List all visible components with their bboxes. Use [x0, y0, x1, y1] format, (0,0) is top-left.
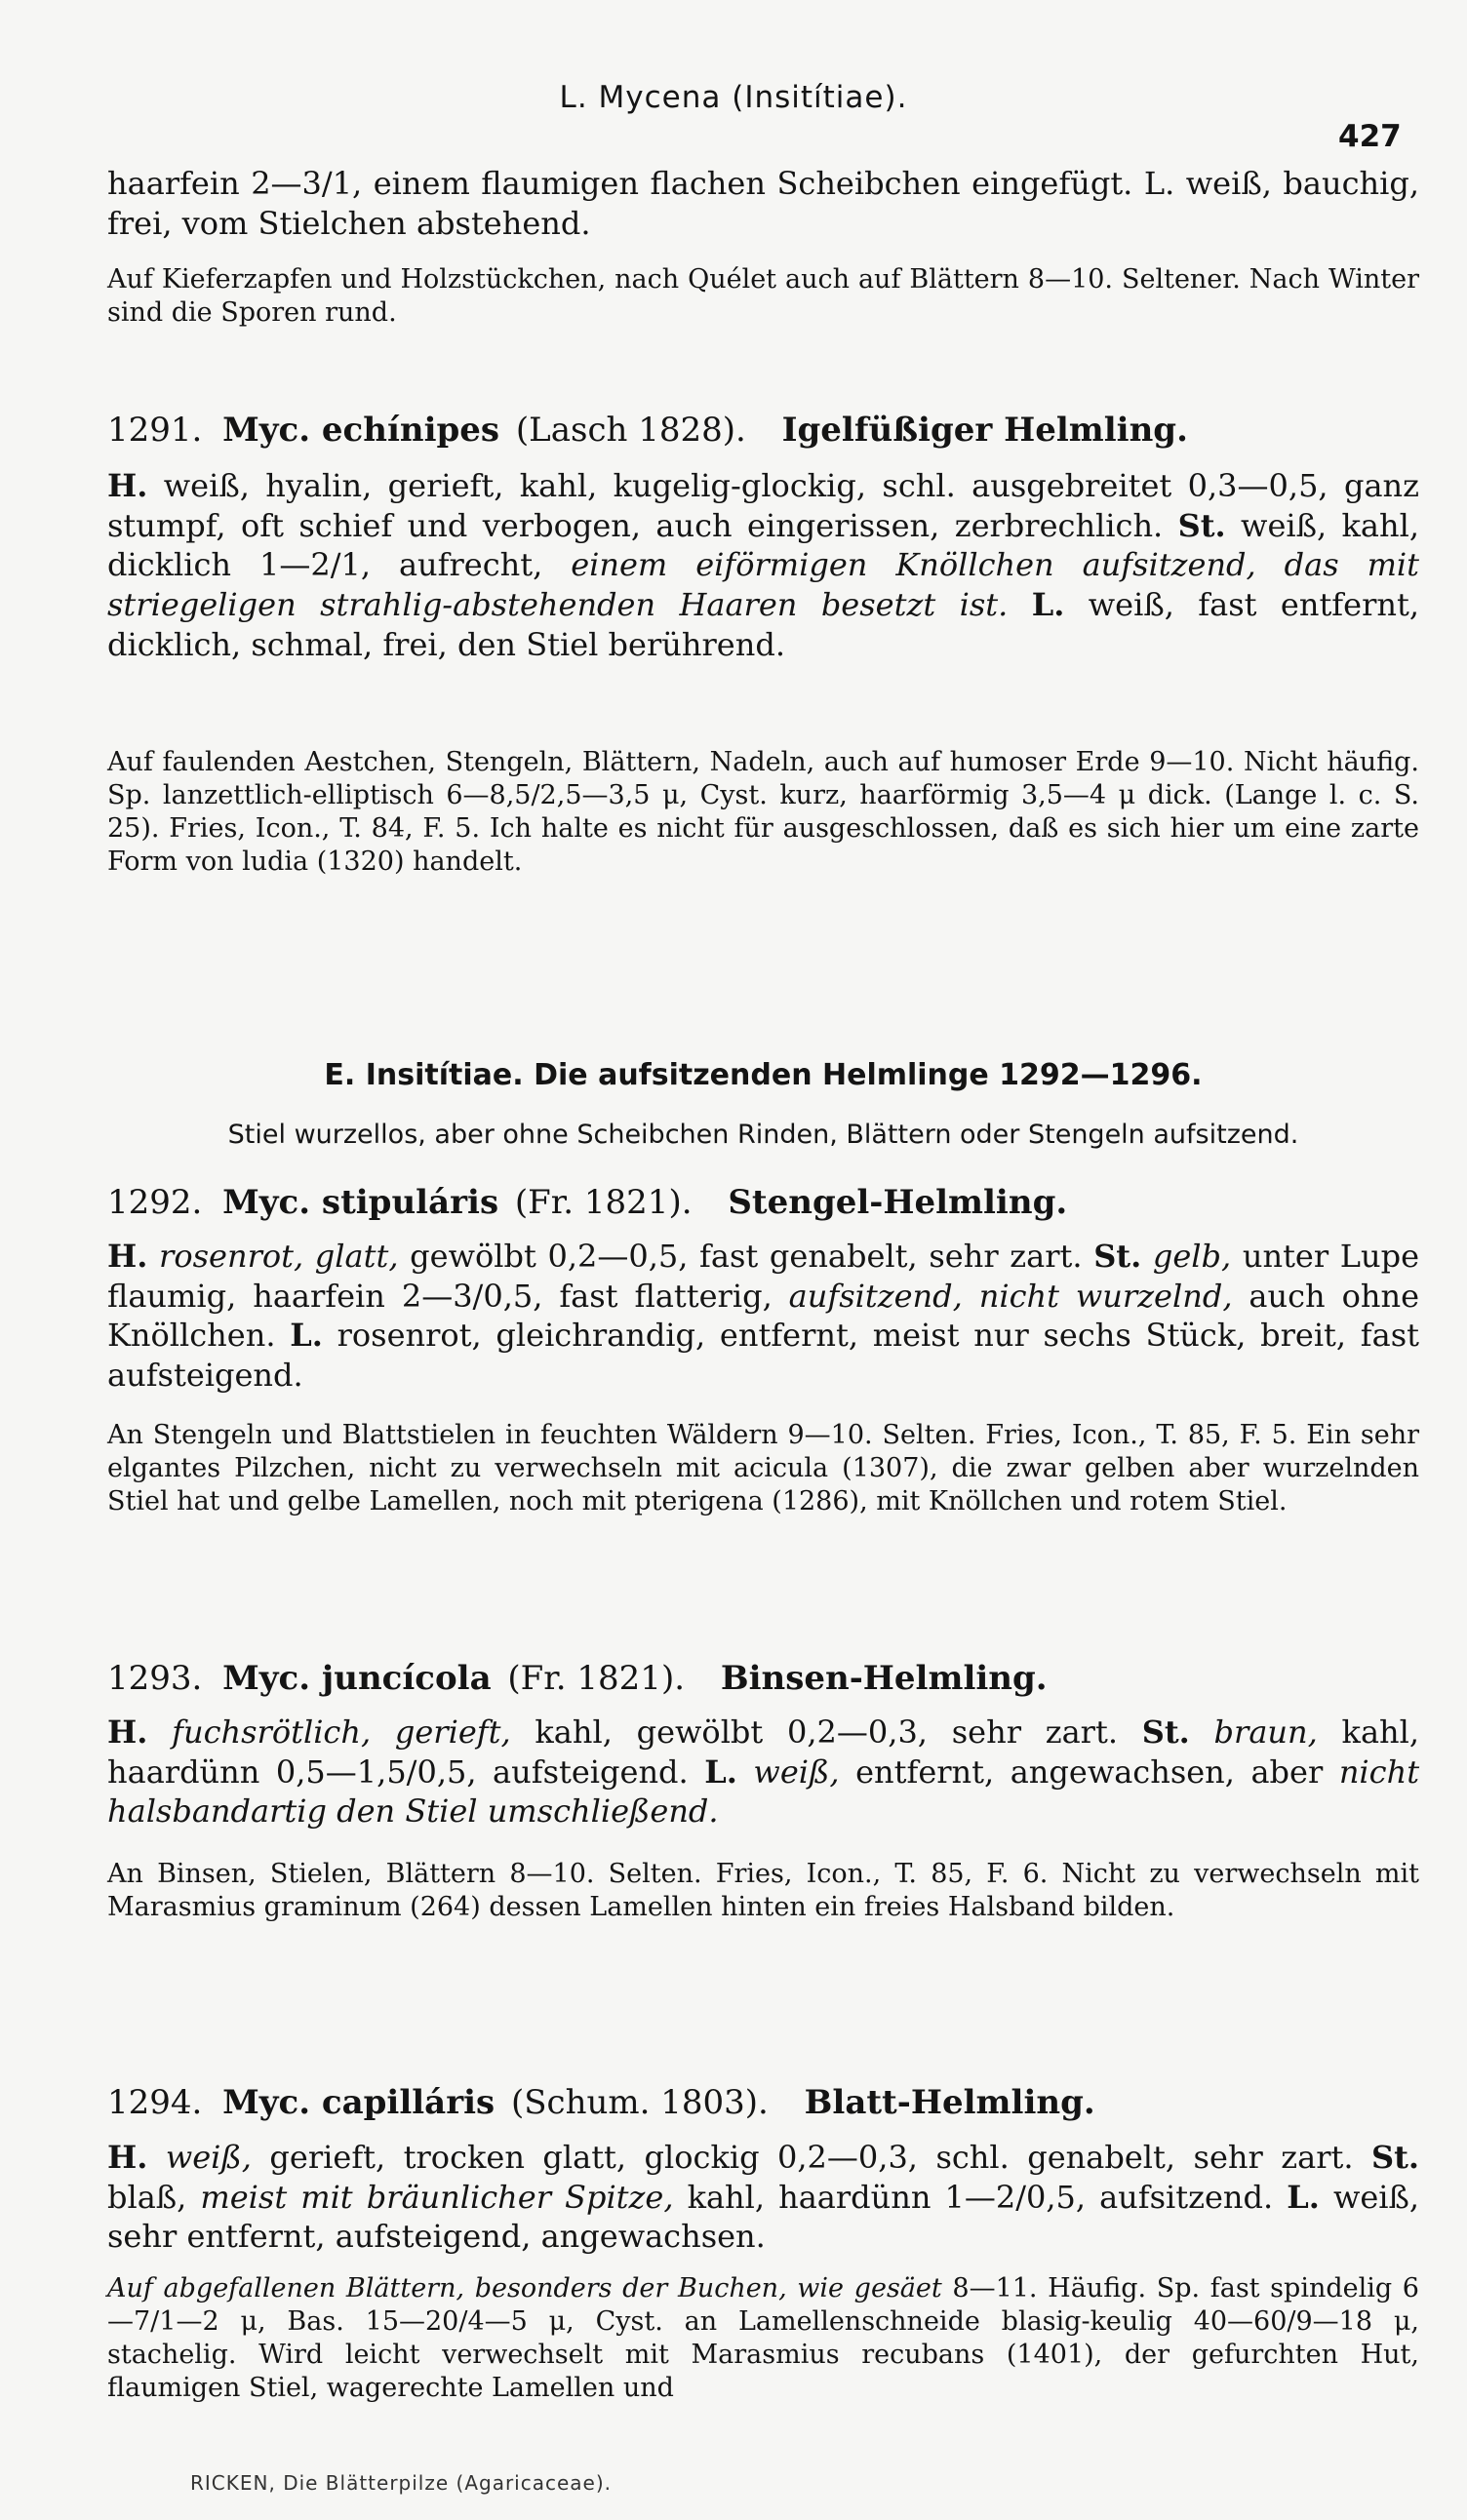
- lamellae-label: L.: [1031, 585, 1065, 623]
- species-note-1293: [107, 1858, 1419, 1924]
- lamellae-text: rosenrot, gleichrandig, entfernt, meist nur sechs Stück, breit, fast aufsteigend.: [107, 1317, 1420, 1394]
- species-heading-1293: [107, 1658, 1419, 1700]
- species-authority: (Fr. 1821).: [507, 1659, 686, 1698]
- stem-text: kahl, haardünn 0,5—1,5/0,5, aufsteigend.: [107, 1713, 1420, 1791]
- stem-label: St.: [1093, 1238, 1142, 1275]
- stem-italic-text: meist mit bräunlicher Spitze,: [200, 2178, 674, 2216]
- hat-label: H.: [107, 1238, 148, 1275]
- species-note-text: An Stengeln und Blattstielen in feuchten Wäldern 9—10. Selten. Fries, Icon., T. 85, F. 5. Ein sehr elgantes Pilzchen, nicht zu verwechseln mit acicula (1307), die zwar gelben aber wurzelnden Stiel hat und gelbe Lamellen, noch mit pterigena (1286), mit Knöllchen und rotem Stiel.: [107, 1420, 1419, 1517]
- hat-text: gewölbt 0,2—0,5, fast genabelt, sehr zart.: [410, 1238, 1083, 1275]
- species-authority: (Fr. 1821).: [514, 1183, 693, 1222]
- species-note-1294: [107, 2272, 1419, 2405]
- species-heading-1291: [107, 410, 1419, 452]
- lamellae-text: weiß, sehr entfernt, aufsteigend, angewachsen.: [107, 2178, 1420, 2256]
- species-name: Myc. juncícola: [222, 1659, 492, 1698]
- stem-text-2: kahl, haardünn 1—2/0,5, aufsitzend.: [687, 2178, 1274, 2216]
- species-name: Myc. capilláris: [222, 2083, 496, 2122]
- continuation-main-text: haarfein 2—3/1, einem flaumigen flachen Scheibchen eingefügt. L. weiß, bauchig, frei, vom Stielchen abstehend.: [107, 165, 1419, 242]
- hat-italic-text: rosenrot, glatt,: [159, 1238, 399, 1275]
- lamellae-text: entfernt, angewachsen, aber: [855, 1752, 1324, 1791]
- stem-italic-text: gelb,: [1152, 1238, 1232, 1275]
- stem-text: blaß,: [107, 2178, 187, 2216]
- species-heading-1292: [107, 1182, 1419, 1224]
- species-number: 1293.: [107, 1659, 203, 1698]
- stem-italic-text-2: aufsitzend, nicht wurzelnd,: [788, 1277, 1233, 1315]
- species-authority: (Schum. 1803).: [511, 2083, 769, 2122]
- species-number: 1294.: [107, 2083, 203, 2122]
- species-heading-1294: [107, 2082, 1419, 2124]
- species-common-name: Binsen-Helmling.: [720, 1659, 1048, 1698]
- lamellae-label: L.: [704, 1752, 737, 1791]
- section-title: E. Insitítiae. Die aufsitzenden Helmlinge 1292—1296.: [324, 1058, 1203, 1092]
- hat-italic-text: weiß,: [165, 2139, 252, 2176]
- stem-text: weiß, kahl, dicklich 1—2/1, aufrecht,: [107, 506, 1420, 584]
- species-number: 1292.: [107, 1183, 203, 1222]
- stem-text: unter Lupe flaumig, haarfein 2—3/0,5, fast flatterig,: [107, 1238, 1420, 1315]
- stem-italic-text: einem eiförmigen Knöllchen aufsitzend, das mit striegeligen strahlig-abstehenden Haaren besetzt ist.: [107, 546, 1419, 623]
- stem-italic-text: braun,: [1213, 1713, 1318, 1751]
- species-note-text: 8—11. Häufig. Sp. fast spindelig 6—7/1—2 μ, Bas. 15—20/4—5 μ, Cyst. an Lamellenschneide blasig-keulig 40—60/9—18 μ, stachelig. Wird leicht verwechselt mit Marasmius recubans (1401), der gefurchten Hut, flaumigen Stiel, wagerechte Lamellen und: [107, 2273, 1419, 2404]
- running-title: L. Mycena (Insitítiae).: [559, 80, 908, 115]
- hat-text: gerieft, trocken glatt, glockig 0,2—0,3, schl. genabelt, sehr zart.: [269, 2139, 1354, 2176]
- species-common-name: Blatt-Helmling.: [804, 2083, 1095, 2122]
- hat-text: weiß, hyalin, gerieft, kahl, kugelig-glockig, schl. ausgebreitet 0,3—0,5, ganz stumpf, oft schief und verbogen, auch eingerissen, zerbrechlich.: [107, 467, 1420, 544]
- species-note-text: Auf faulenden Aestchen, Stengeln, Blättern, Nadeln, auch auf humoser Erde 9—10. Nicht häufig. Sp. lanzettlich-elliptisch 6—8,5/2,5—3,5 μ, Cyst. kurz, haarförmig 3,5—4 μ dick. (Lange l. c. S. 25). Fries, Icon., T. 84, F. 5. Ich halte es nicht für ausgeschlossen, daß es sich hier um eine zarte Form von ludia (1320) handelt.: [107, 747, 1419, 878]
- lamellae-italic-text-2: nicht halsbandartig den Stiel umschließend.: [107, 1752, 1420, 1831]
- species-number: 1291.: [107, 411, 203, 450]
- species-common-name: Igelfüßiger Helmling.: [781, 411, 1188, 450]
- lamellae-label: L.: [290, 1317, 323, 1355]
- continuation-note-text: Auf Kieferzapfen und Holzstückchen, nach Quélet auch auf Blättern 8—10. Seltener. Nach Winter sind die Sporen rund.: [107, 264, 1419, 329]
- species-name: Myc. echínipes: [222, 411, 500, 450]
- footer-text: RICKEN, Die Blätterpilze (Agaricaceae).: [190, 2471, 613, 2495]
- species-description-1292: [107, 1237, 1419, 1396]
- species-description-1294: [107, 2138, 1419, 2257]
- stem-label: St.: [1177, 506, 1226, 544]
- hat-italic-text: fuchsrötlich, gerieft,: [172, 1713, 511, 1751]
- species-name: Myc. stipuláris: [222, 1183, 499, 1222]
- hat-text: kahl, gewölbt 0,2—0,3, sehr zart.: [535, 1713, 1119, 1751]
- species-note-1292: [107, 1419, 1419, 1518]
- lamellae-italic-text: weiß,: [753, 1752, 840, 1791]
- section-description: Stiel wurzellos, aber ohne Scheibchen Rinden, Blättern oder Stengeln aufsitzend.: [227, 1120, 1299, 1150]
- stem-text-2: auch ohne Knöllchen.: [107, 1277, 1419, 1355]
- stem-label: St.: [1141, 1713, 1190, 1751]
- species-description-1293: [107, 1713, 1419, 1831]
- hat-label: H.: [107, 1713, 148, 1751]
- species-common-name: Stengel-Helmling.: [728, 1183, 1068, 1222]
- species-description-1291: [107, 466, 1419, 664]
- lamellae-label: L.: [1287, 2178, 1320, 2216]
- stem-label: St.: [1371, 2139, 1420, 2176]
- continuation-description: [107, 164, 1419, 243]
- species-note-text: An Binsen, Stielen, Blättern 8—10. Selten. Fries, Icon., T. 85, F. 6. Nicht zu verwechseln mit Marasmius graminum (264) dessen Lamellen hinten ein freies Halsband bilden.: [107, 1859, 1419, 1923]
- lamellae-text: weiß, fast entfernt, dicklich, schmal, frei, den Stiel berührend.: [107, 585, 1420, 663]
- species-note-italic-text: Auf abgefallenen Blättern, besonders der Buchen, wie gesäet: [107, 2273, 942, 2303]
- species-note-1291: [107, 746, 1419, 879]
- species-authority: (Lasch 1828).: [515, 411, 746, 450]
- page-number: 427: [1338, 119, 1402, 154]
- hat-label: H.: [107, 467, 148, 504]
- continuation-note: [107, 263, 1419, 330]
- hat-label: H.: [107, 2139, 148, 2176]
